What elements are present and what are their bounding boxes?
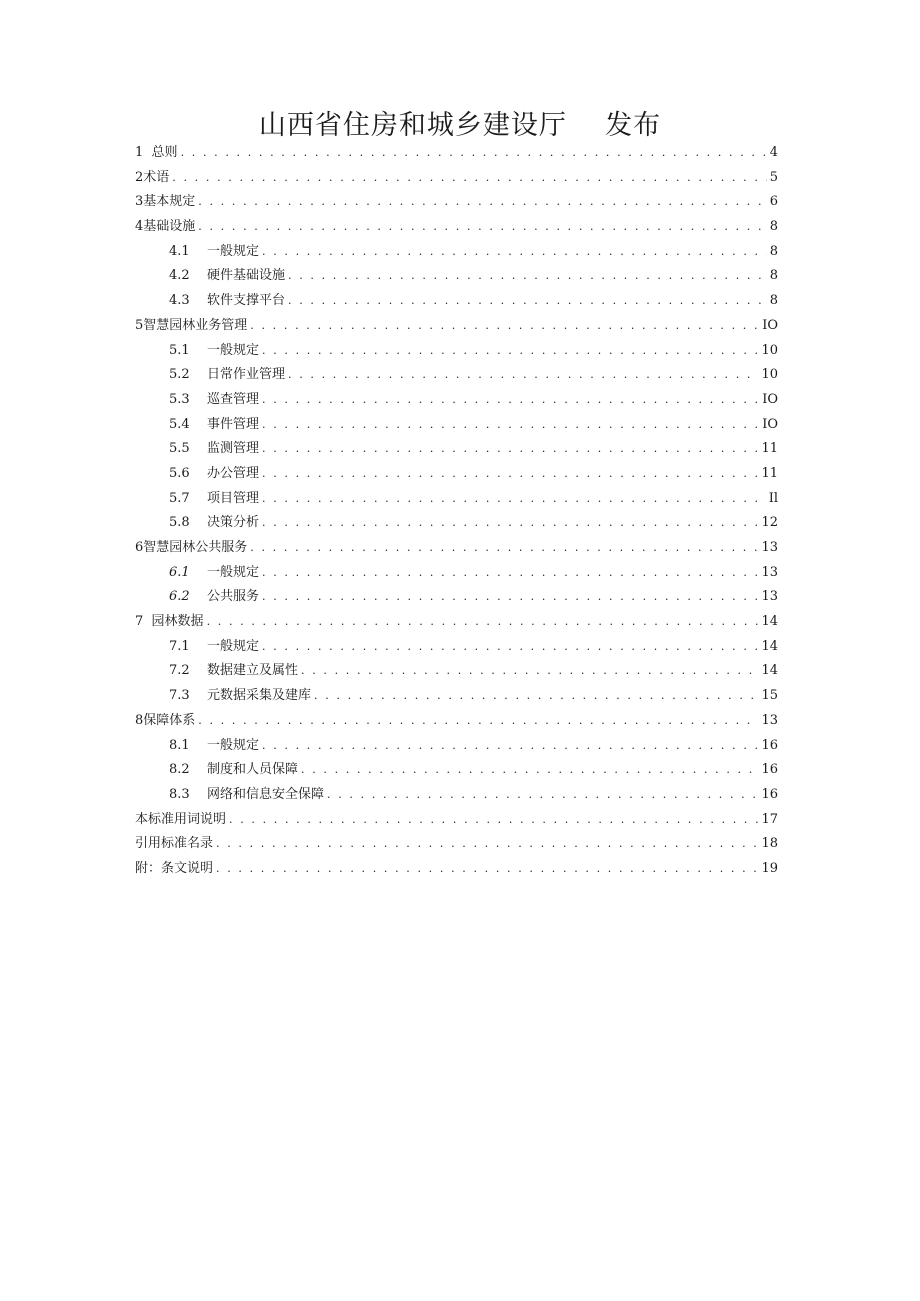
toc-entry-number: 6 bbox=[135, 540, 144, 555]
toc-entry-number: 5.1 bbox=[169, 342, 190, 358]
toc-entry-page-number: IO bbox=[762, 391, 778, 407]
toc-entry-number: 5.4 bbox=[169, 416, 190, 432]
toc-entry-title: 术语 bbox=[143, 169, 170, 185]
toc-entry-page-number: 12 bbox=[761, 515, 778, 531]
toc-entry-page-number: Il bbox=[768, 490, 778, 506]
toc-dot-leader bbox=[288, 289, 767, 314]
toc-entry[interactable] bbox=[135, 808, 778, 833]
toc-dot-leader bbox=[262, 339, 758, 364]
toc-entry-number: 8.2 bbox=[169, 762, 190, 778]
toc-entry[interactable] bbox=[135, 437, 778, 462]
toc-entry-number: 5.8 bbox=[169, 515, 190, 531]
toc-entry[interactable] bbox=[135, 832, 778, 857]
toc-dot-leader bbox=[262, 388, 759, 413]
toc-entry[interactable] bbox=[135, 857, 778, 882]
toc-dot-leader bbox=[262, 487, 766, 512]
toc-dot-leader bbox=[262, 462, 758, 487]
toc-entry-title: 基础设施 bbox=[143, 219, 196, 235]
toc-entry-page-number: 19 bbox=[761, 860, 778, 876]
toc-entry-page-number: 14 bbox=[761, 638, 778, 654]
toc-entry-page-number: 15 bbox=[761, 688, 778, 704]
toc-entry[interactable] bbox=[135, 709, 778, 734]
toc-entry[interactable] bbox=[135, 190, 778, 215]
toc-dot-leader bbox=[262, 585, 758, 610]
toc-dot-leader bbox=[216, 857, 758, 882]
toc-dot-leader bbox=[301, 659, 758, 684]
toc-entry[interactable] bbox=[135, 462, 778, 487]
toc-entry-title: 公共服务 bbox=[207, 589, 260, 605]
toc-entry-page-number: 8 bbox=[769, 243, 778, 259]
toc-entry-page-number: 16 bbox=[761, 737, 778, 753]
toc-entry[interactable] bbox=[135, 215, 778, 240]
toc-dot-leader bbox=[216, 832, 758, 857]
toc-dot-leader bbox=[288, 363, 758, 388]
toc-entry-title: 硬件基础设施 bbox=[207, 268, 286, 284]
toc-entry-number: 7.1 bbox=[169, 638, 190, 654]
toc-dot-leader bbox=[262, 240, 767, 265]
toc-entry[interactable] bbox=[135, 264, 778, 289]
toc-entry-number: 8.1 bbox=[169, 737, 190, 753]
toc-entry-page-number: IO bbox=[762, 317, 778, 333]
toc-dot-leader bbox=[198, 709, 758, 734]
toc-dot-leader bbox=[288, 264, 767, 289]
toc-entry-page-number: 16 bbox=[761, 762, 778, 778]
toc-entry-page-number: 11 bbox=[761, 465, 778, 481]
toc-entry[interactable] bbox=[135, 141, 778, 166]
toc-entry[interactable] bbox=[135, 166, 778, 191]
toc-entry-title: 一般规定 bbox=[207, 737, 260, 753]
toc-entry[interactable] bbox=[135, 511, 778, 536]
toc-entry-page-number: 13 bbox=[761, 589, 778, 605]
toc-dot-leader bbox=[250, 314, 759, 339]
toc-entry-number: 5.5 bbox=[169, 441, 190, 457]
toc-entry-page-number: 14 bbox=[761, 614, 778, 630]
toc-entry[interactable] bbox=[135, 758, 778, 783]
toc-entry-title: 制度和人员保障 bbox=[207, 762, 299, 778]
toc-entry-title: 数据建立及属性 bbox=[207, 663, 299, 679]
toc-entry-page-number: 4 bbox=[769, 145, 778, 160]
toc-entry-number: 5.7 bbox=[169, 490, 190, 506]
toc-dot-leader bbox=[172, 166, 766, 191]
page-title: 山西省住房和城乡建设厅 发布 bbox=[258, 110, 662, 141]
toc-entry-number: 7.2 bbox=[169, 663, 190, 679]
toc-entry-title: 保障体系 bbox=[143, 712, 196, 728]
toc-entry-number: 3 bbox=[135, 194, 144, 210]
toc-entry[interactable] bbox=[135, 289, 778, 314]
toc-entry[interactable] bbox=[135, 536, 778, 561]
toc-dot-leader bbox=[250, 536, 758, 561]
toc-entry[interactable] bbox=[135, 635, 778, 660]
toc-dot-leader bbox=[262, 561, 758, 586]
toc-entry-number: 4.2 bbox=[169, 268, 190, 284]
toc-entry-page-number: 8 bbox=[769, 293, 778, 309]
toc-entry-page-number: 5 bbox=[769, 169, 778, 185]
toc-entry-title: 园林数据 bbox=[151, 614, 204, 630]
toc-entry-number: 8.3 bbox=[169, 786, 190, 802]
toc-entry-title: 智慧园林业务管理 bbox=[143, 317, 248, 333]
toc-entry-page-number: 17 bbox=[761, 811, 778, 827]
toc-entry-page-number: 13 bbox=[761, 564, 778, 580]
toc-entry[interactable] bbox=[135, 413, 778, 438]
toc-entry-title: 决策分析 bbox=[207, 515, 260, 531]
toc-entry-title: 一般规定 bbox=[207, 564, 260, 580]
toc-entry-title: 总则 bbox=[151, 145, 178, 160]
toc-entry-title: 日常作业管理 bbox=[207, 367, 286, 383]
toc-entry[interactable] bbox=[135, 734, 778, 759]
toc-entry-number: 7 bbox=[135, 614, 152, 630]
toc-dot-leader bbox=[181, 141, 767, 166]
toc-entry-title: 项目管理 bbox=[207, 490, 260, 506]
toc-dot-leader bbox=[262, 437, 758, 462]
toc-entry-number: 4 bbox=[135, 219, 144, 235]
toc-entry-number: 5 bbox=[135, 317, 144, 333]
toc-entry-page-number: 13 bbox=[761, 540, 778, 555]
toc-entry-number: 1 bbox=[135, 145, 152, 160]
toc-entry[interactable] bbox=[135, 585, 778, 610]
toc-entry-page-number: 11 bbox=[761, 441, 778, 457]
toc-entry-number: 7.3 bbox=[169, 688, 190, 704]
toc-dot-leader bbox=[262, 413, 759, 438]
toc-entry-title: 网络和信息安全保障 bbox=[207, 786, 325, 802]
toc-dot-leader bbox=[314, 684, 758, 709]
toc-entry-title: 智慧园林公共服务 bbox=[143, 540, 248, 555]
toc-dot-leader bbox=[198, 190, 766, 215]
toc-entry-number: 6.2 bbox=[169, 589, 190, 605]
toc-entry[interactable] bbox=[135, 561, 778, 586]
toc-entry-title: 基本规定 bbox=[143, 194, 196, 210]
toc-entry[interactable] bbox=[135, 487, 778, 512]
toc-entry-title: 本标准用词说明 bbox=[135, 811, 227, 827]
toc-entry-page-number: 13 bbox=[761, 712, 778, 728]
toc-entry[interactable] bbox=[135, 659, 778, 684]
toc-entry-title: 事件管理 bbox=[207, 416, 260, 432]
toc-entry[interactable] bbox=[135, 314, 778, 339]
toc-entry-number: 5.3 bbox=[169, 391, 190, 407]
toc-entry-number: 4.1 bbox=[169, 243, 190, 259]
toc-dot-leader bbox=[301, 758, 758, 783]
toc-entry-title: 附：条文说明 bbox=[135, 860, 214, 876]
toc-entry-page-number: 10 bbox=[761, 367, 778, 383]
toc-entry-title: 巡查管理 bbox=[207, 391, 260, 407]
toc-entry[interactable] bbox=[135, 610, 778, 635]
toc-entry[interactable] bbox=[135, 388, 778, 413]
toc-dot-leader bbox=[262, 511, 758, 536]
toc-entry-page-number: IO bbox=[762, 416, 778, 432]
toc-dot-leader bbox=[198, 215, 766, 240]
table-of-contents bbox=[135, 141, 778, 882]
toc-dot-leader bbox=[207, 610, 759, 635]
toc-entry-title: 一般规定 bbox=[207, 243, 260, 259]
toc-entry-number: 2 bbox=[135, 169, 144, 185]
toc-entry-page-number: 8 bbox=[769, 268, 778, 284]
toc-entry-title: 引用标准名录 bbox=[135, 836, 214, 852]
toc-dot-leader bbox=[262, 734, 758, 759]
toc-entry[interactable] bbox=[135, 240, 778, 265]
toc-entry[interactable] bbox=[135, 783, 778, 808]
toc-entry-title: 监测管理 bbox=[207, 441, 260, 457]
toc-entry-page-number: 6 bbox=[769, 194, 778, 210]
toc-entry-title: 软件支撑平台 bbox=[207, 293, 286, 309]
toc-dot-leader bbox=[327, 783, 758, 808]
toc-entry-number: 4.3 bbox=[169, 293, 190, 309]
toc-entry-page-number: 8 bbox=[769, 219, 778, 235]
toc-entry[interactable] bbox=[135, 339, 778, 364]
toc-entry-page-number: 14 bbox=[761, 663, 778, 679]
toc-entry-number: 5.2 bbox=[169, 367, 190, 383]
toc-entry-title: 办公管理 bbox=[207, 465, 260, 481]
toc-entry-page-number: 10 bbox=[761, 342, 778, 358]
toc-entry-title: 一般规定 bbox=[207, 638, 260, 654]
toc-dot-leader bbox=[229, 808, 758, 833]
toc-entry-title: 元数据采集及建库 bbox=[207, 688, 312, 704]
toc-entry[interactable] bbox=[135, 684, 778, 709]
toc-entry-number: 6.1 bbox=[169, 564, 190, 580]
toc-entry[interactable] bbox=[135, 363, 778, 388]
toc-entry-page-number: 18 bbox=[761, 836, 778, 852]
toc-entry-title: 一般规定 bbox=[207, 342, 260, 358]
toc-dot-leader bbox=[262, 635, 758, 660]
toc-entry-page-number: 16 bbox=[761, 786, 778, 802]
toc-entry-number: 5.6 bbox=[169, 465, 190, 481]
toc-entry-number: 8 bbox=[135, 712, 144, 728]
